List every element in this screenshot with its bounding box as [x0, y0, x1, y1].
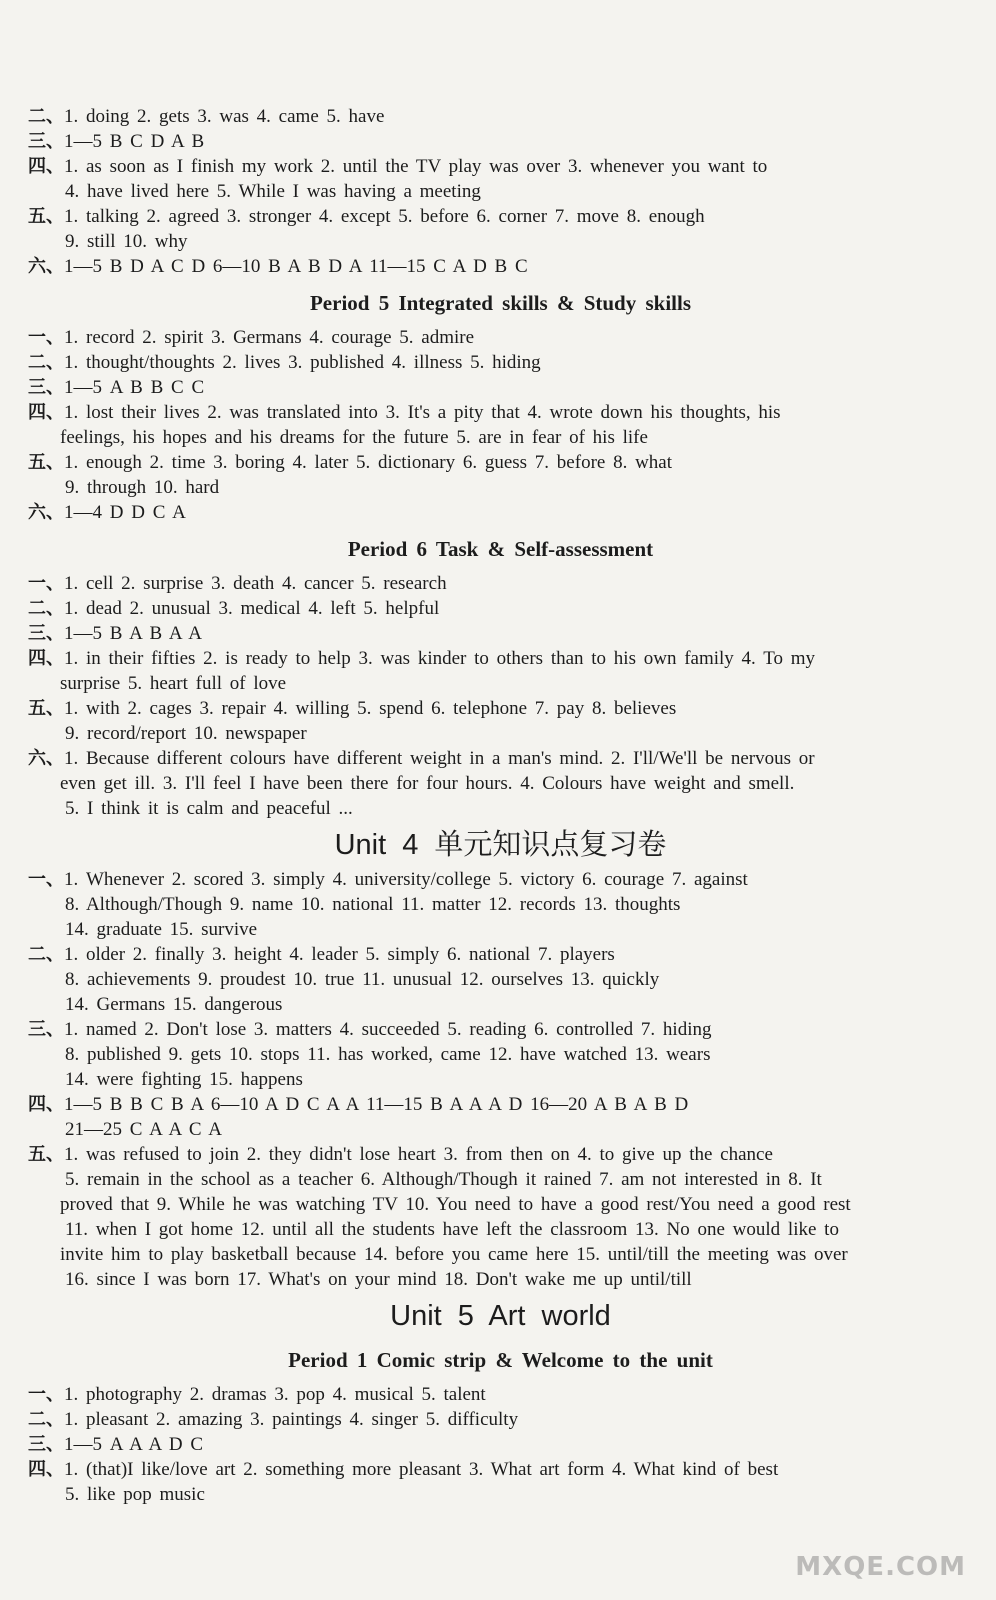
answer-line	[28, 1217, 973, 1242]
answer-text: 5. I think it is calm and peaceful ...	[65, 798, 353, 819]
answer-line	[28, 129, 973, 154]
answer-line	[28, 1017, 973, 1042]
answer-text: 1—5 B C D A B	[64, 131, 205, 152]
answer-line	[28, 942, 973, 967]
answer-text: 14. were fighting 15. happens	[65, 1069, 303, 1090]
answer-text: 1. enough 2. time 3. boring 4. later 5. dictionary 6. guess 7. before 8. what	[64, 452, 673, 473]
answer-page	[28, 104, 973, 1507]
answer-text: 1. photography 2. dramas 3. pop 4. musical 5. talent	[64, 1384, 486, 1405]
answer-line	[28, 229, 973, 254]
answer-text: 1. lost their lives 2. was translated into 3. It's a pity that 4. wrote down his thoughts, his	[64, 402, 781, 423]
answer-line	[28, 1432, 973, 1457]
answer-line	[28, 1067, 973, 1092]
watermark-logo: MXQE.COM	[795, 1552, 966, 1582]
answer-line	[28, 796, 973, 821]
answer-text: 5. like pop music	[65, 1484, 205, 1505]
section-number: 二、	[28, 598, 64, 619]
answer-text: 1. was refused to join 2. they didn't lose heart 3. from then on 4. to give up the chance	[64, 1144, 773, 1165]
section-number: 三、	[28, 1434, 64, 1455]
answer-text: 1. talking 2. agreed 3. stronger 4. except 5. before 6. corner 7. move 8. enough	[64, 206, 705, 227]
section-number: 五、	[28, 452, 64, 473]
period-heading: Period 5 Integrated skills & Study skills	[309, 291, 692, 315]
answer-line	[28, 154, 973, 179]
answer-text: 16. since I was born 17. What's on your mind 18. Don't wake me up until/till	[65, 1269, 692, 1290]
answer-line	[28, 104, 973, 129]
answer-line	[28, 1042, 973, 1067]
answer-line	[28, 571, 973, 596]
answer-line	[28, 450, 973, 475]
answer-text: 1. doing 2. gets 3. was 4. came 5. have	[64, 106, 385, 127]
answer-line	[28, 425, 973, 450]
answer-text: 1. Because different colours have different weight in a man's mind. 2. I'll/We'll be nervous or	[64, 748, 815, 769]
section-number: 四、	[28, 156, 64, 177]
section-number: 二、	[28, 1409, 64, 1430]
answer-text: 1. named 2. Don't lose 3. matters 4. succeeded 5. reading 6. controlled 7. hiding	[64, 1019, 712, 1040]
answer-line	[28, 1407, 973, 1432]
answer-line	[28, 992, 973, 1017]
answer-text: 1. older 2. finally 3. height 4. leader 5. simply 6. national 7. players	[64, 944, 615, 965]
answer-text: 1. thought/thoughts 2. lives 3. published 4. illness 5. hiding	[64, 352, 541, 373]
answer-text: 8. achievements 9. proudest 10. true 11. unusual 12. ourselves 13. quickly	[65, 969, 660, 990]
answer-line	[28, 967, 973, 992]
section-number: 四、	[28, 402, 64, 423]
unit-heading: Unit 5 Art world	[390, 1300, 611, 1332]
section-number: 四、	[28, 1459, 64, 1480]
answer-text: invite him to play basketball because 14. before you came here 15. until/till the meeting was over	[60, 1244, 848, 1265]
answer-text: feelings, his hopes and his dreams for the future 5. are in fear of his life	[60, 427, 648, 448]
unit-heading: Unit 4 单元知识点复习卷	[334, 829, 667, 861]
section-number: 六、	[28, 748, 64, 769]
answer-line	[28, 1142, 973, 1167]
answer-line	[28, 696, 973, 721]
answer-line	[28, 400, 973, 425]
answer-text: 1—5 B B C B A 6—10 A D C A A 11—15 B A A A D 16—20 A B A B D	[64, 1094, 689, 1115]
answer-line	[28, 475, 973, 500]
answer-text: even get ill. 3. I'll feel I have been there for four hours. 4. Colours have weight and smell.	[60, 773, 795, 794]
section-number: 一、	[28, 869, 64, 890]
section-number: 六、	[28, 502, 64, 523]
answer-text: 1—5 A B B C C	[64, 377, 205, 398]
answer-text: 1—5 A A A D C	[64, 1434, 204, 1455]
answer-line	[28, 1092, 973, 1117]
section-number: 五、	[28, 1144, 64, 1165]
section-number: 三、	[28, 623, 64, 644]
section-number: 三、	[28, 131, 64, 152]
answer-text: 14. graduate 15. survive	[65, 919, 258, 940]
section-number: 三、	[28, 377, 64, 398]
answer-text: 21—25 C A A C A	[65, 1119, 223, 1140]
answer-text: 9. still 10. why	[65, 231, 188, 252]
answer-line	[28, 350, 973, 375]
answer-line	[28, 204, 973, 229]
answer-text: 1. Whenever 2. scored 3. simply 4. university/college 5. victory 6. courage 7. against	[64, 869, 748, 890]
section-number: 二、	[28, 106, 64, 127]
answer-line	[28, 867, 973, 892]
answer-line	[28, 254, 973, 279]
section-number: 一、	[28, 327, 64, 348]
answer-line	[28, 892, 973, 917]
answer-text: 1—5 B A B A A	[64, 623, 203, 644]
answer-line	[28, 1167, 973, 1192]
answer-line	[28, 596, 973, 621]
answer-text: proved that 9. While he was watching TV 10. You need to have a good rest/You need a good rest	[60, 1194, 851, 1215]
answer-line	[28, 1242, 973, 1267]
answer-text: 1. in their fifties 2. is ready to help 3. was kinder to others than to his own family 4. To my	[64, 648, 816, 669]
answer-text: 9. record/report 10. newspaper	[65, 723, 307, 744]
answer-text: 1—5 B D A C D 6—10 B A B D A 11—15 C A D B C	[64, 256, 528, 277]
section-number: 五、	[28, 206, 64, 227]
answer-text: surprise 5. heart full of love	[60, 673, 287, 694]
answer-line	[28, 621, 973, 646]
section-number: 二、	[28, 352, 64, 373]
answer-text: 14. Germans 15. dangerous	[65, 994, 283, 1015]
section-number: 四、	[28, 648, 64, 669]
answer-text: 9. through 10. hard	[65, 477, 220, 498]
answer-text: 1. as soon as I finish my work 2. until the TV play was over 3. whenever you want to	[64, 156, 768, 177]
answer-line	[28, 1267, 973, 1292]
answer-text: 1. (that)I like/love art 2. something more pleasant 3. What art form 4. What kind of best	[64, 1459, 779, 1480]
answer-text: 11. when I got home 12. until all the students have left the classroom 13. No one would like to	[65, 1219, 839, 1240]
answer-line	[28, 1192, 973, 1217]
answer-line	[28, 917, 973, 942]
answer-line	[28, 1457, 973, 1482]
section-number: 四、	[28, 1094, 64, 1115]
answer-line	[28, 671, 973, 696]
answer-text: 4. have lived here 5. While I was having a meeting	[65, 181, 481, 202]
answer-text: 1. record 2. spirit 3. Germans 4. courage 5. admire	[64, 327, 475, 348]
section-number: 二、	[28, 944, 64, 965]
answer-line	[28, 646, 973, 671]
answer-line	[28, 746, 973, 771]
answer-line	[28, 1482, 973, 1507]
answer-line	[28, 721, 973, 746]
answer-line	[28, 1117, 973, 1142]
answer-line	[28, 325, 973, 350]
answer-text: 1—4 D D C A	[64, 502, 186, 523]
section-number: 五、	[28, 698, 64, 719]
section-number: 三、	[28, 1019, 64, 1040]
answer-line	[28, 771, 973, 796]
answer-text: 8. published 9. gets 10. stops 11. has worked, came 12. have watched 13. wears	[65, 1044, 711, 1065]
answer-text: 1. cell 2. surprise 3. death 4. cancer 5. research	[64, 573, 447, 594]
answer-text: 1. pleasant 2. amazing 3. paintings 4. singer 5. difficulty	[64, 1409, 519, 1430]
section-number: 一、	[28, 1384, 64, 1405]
section-number: 一、	[28, 573, 64, 594]
period-heading: Period 6 Task & Self-assessment	[347, 537, 654, 561]
answer-line	[28, 375, 973, 400]
answer-line	[28, 179, 973, 204]
answer-text: 1. with 2. cages 3. repair 4. willing 5. spend 6. telephone 7. pay 8. believes	[64, 698, 677, 719]
answer-text: 1. dead 2. unusual 3. medical 4. left 5. helpful	[64, 598, 440, 619]
answer-line	[28, 1382, 973, 1407]
answer-text: 8. Although/Though 9. name 10. national 11. matter 12. records 13. thoughts	[65, 894, 681, 915]
answer-line	[28, 500, 973, 525]
section-number: 六、	[28, 256, 64, 277]
period-heading: Period 1 Comic strip & Welcome to the unit	[288, 1348, 713, 1372]
answer-text: 5. remain in the school as a teacher 6. Although/Though it rained 7. am not interested in 8. It	[65, 1169, 822, 1190]
